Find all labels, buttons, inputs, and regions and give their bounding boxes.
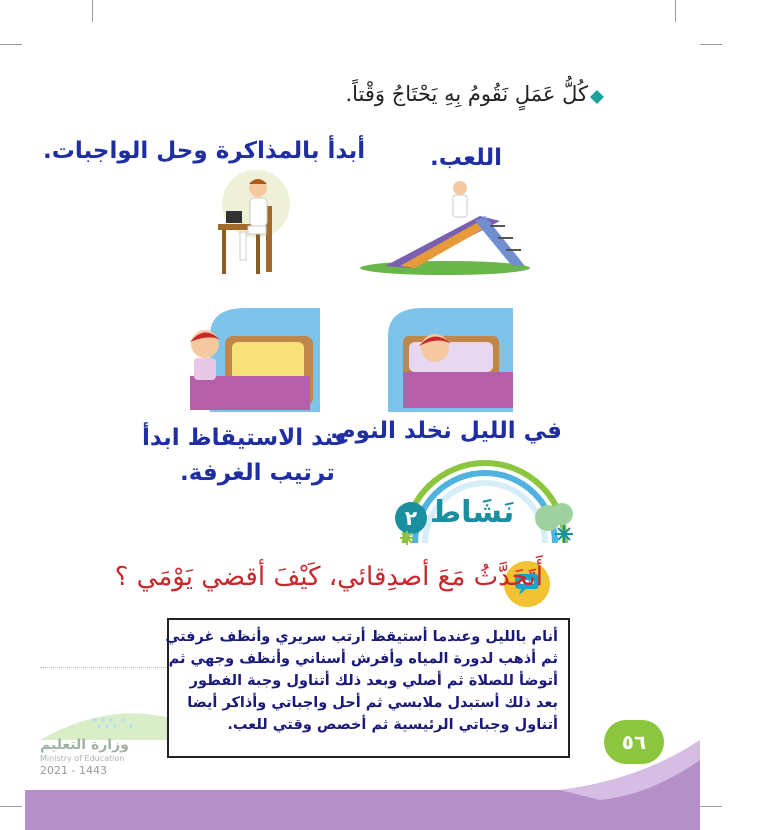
ministry-logo-english: Ministry of Education [40,754,125,763]
answer-box [167,618,570,758]
answer-line: ثم أذهب لدورة المياه وأفرش أسناني وأنظف وجهي ثم [168,651,558,667]
snowflake-icon [400,531,414,545]
page-number: ٥٦ [604,720,664,764]
crop-mark [92,0,93,22]
caption-wake-line1: عند الاستيقاظ ابدأ [142,425,350,451]
dotted-divider [40,667,166,668]
intro-text: كُلُّ عَمَلٍ نَقُومُ بِهِ يَحْتَاجُ وَقْتاً. [345,82,588,106]
activity-title: نَشَاط [430,495,515,530]
wake-illustration [170,306,320,412]
year-label: 2021 - 1443 [40,764,107,777]
study-illustration [208,166,298,276]
answer-line: أتناول وجباتي الرئيسية ثم أخصص وقتي للعب. [227,717,558,733]
caption-wake-line2: ترتيب الغرفة. [180,460,335,486]
answer-line: أنام بالليل وعندما أستيقظ أرتب سريري وأنظف غرفتي [165,629,558,645]
crop-mark [675,0,676,22]
crop-mark [0,44,22,45]
discussion-question: أَتَحَدَّثُ مَعَ أصدِقائي، كَيْفَ أقضي يَوْمَي ؟ [114,562,543,592]
caption-study: أبدأ بالمذاكرة وحل الواجبات. [43,138,366,164]
slide-illustration [360,176,535,276]
diamond-bullet-icon [590,90,604,104]
crop-mark [700,44,722,45]
snowflake-icon [555,525,573,543]
caption-sleep: في الليل نخلد النوم. [330,418,562,444]
caption-play: اللعب. [430,145,502,171]
sleep-illustration [383,306,513,412]
answer-line: أتوضأ للصلاة ثم أصلي وبعد ذلك أتناول وجبة الفطور [189,673,558,689]
activity-number: ٢ [395,502,427,534]
answer-line: بعد ذلك أستبدل ملابسي ثم أحل واجباتي وأذاكر أيضا [187,695,558,711]
ministry-logo-arabic: وزارة التعليم [40,737,129,753]
